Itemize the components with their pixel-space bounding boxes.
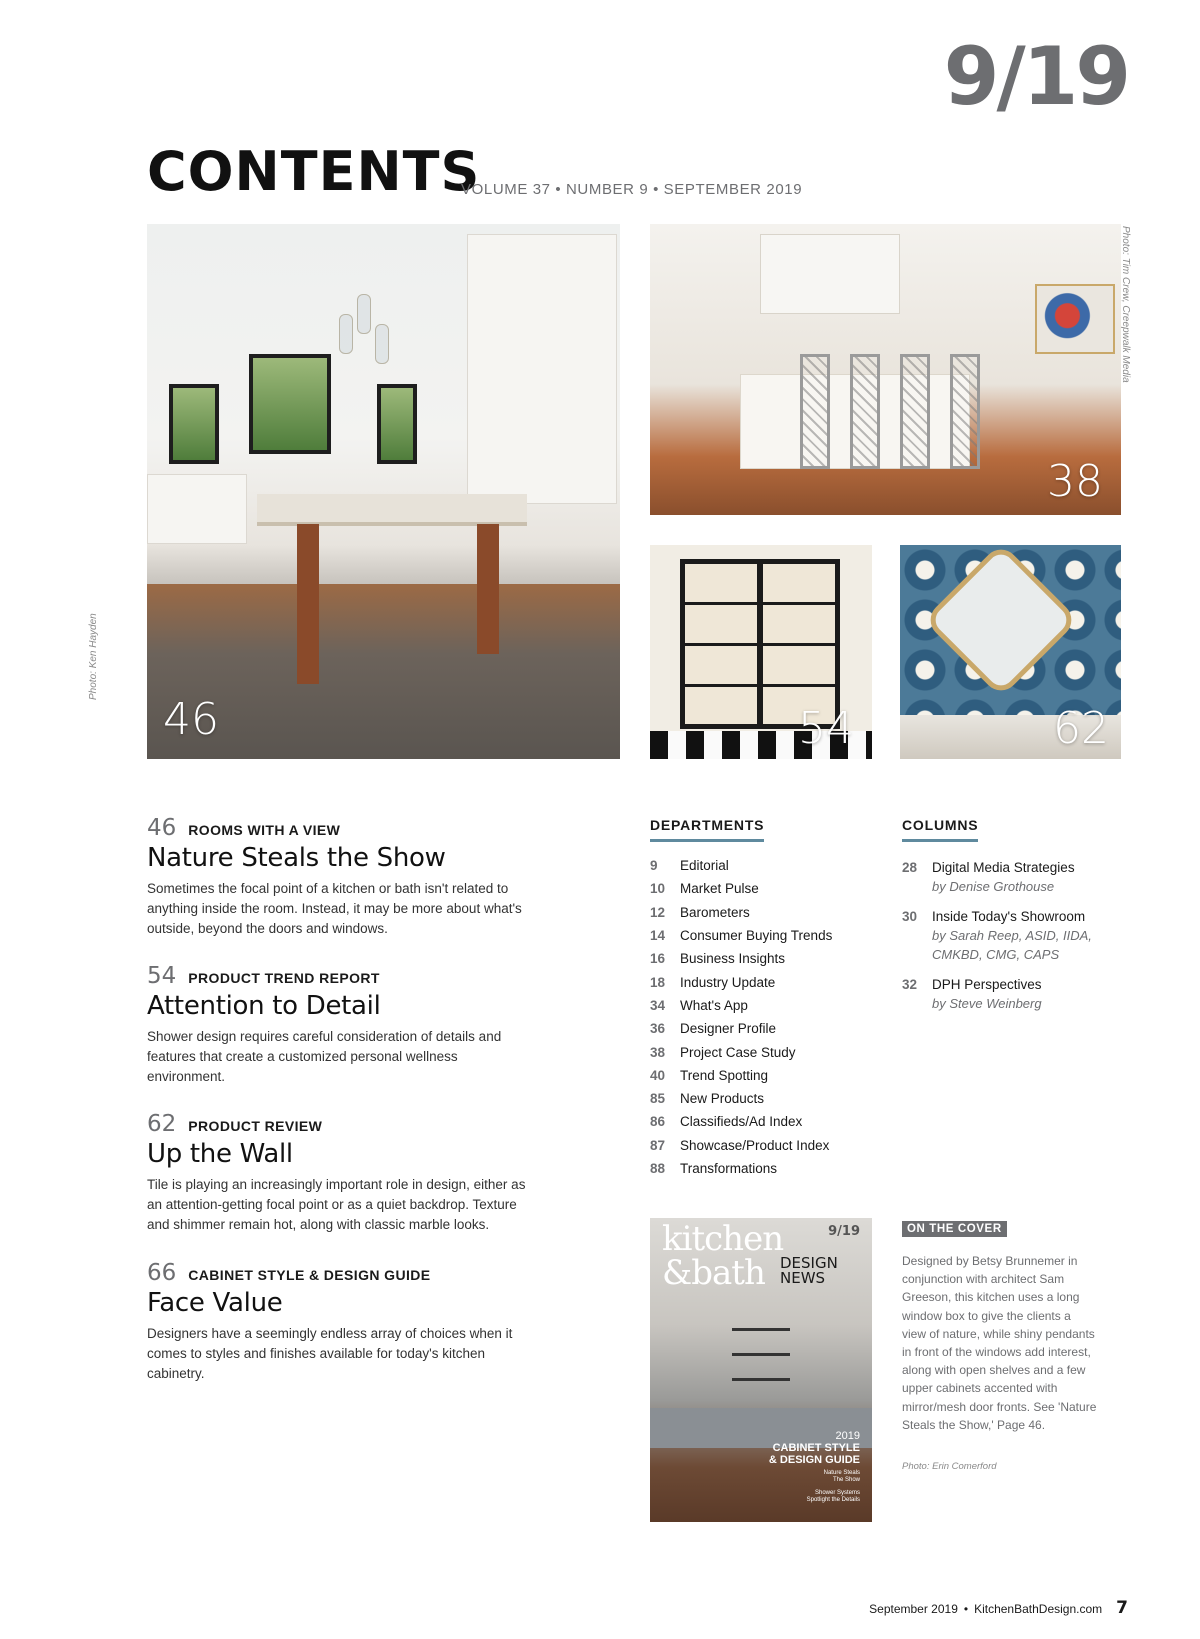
department-page: 16: [650, 951, 666, 967]
department-page: 38: [650, 1044, 666, 1060]
window: [249, 354, 331, 454]
department-title: New Products: [680, 1091, 765, 1107]
department-item[interactable]: [650, 970, 890, 993]
department-title: Industry Update: [680, 974, 776, 990]
cover-thumbnail[interactable]: [650, 1218, 872, 1522]
footer-site[interactable]: KitchenBathDesign.com: [974, 1602, 1103, 1616]
cover-teaser: [824, 1470, 860, 1484]
department-item[interactable]: [650, 854, 890, 877]
cover-masthead-side-1: DESIGN: [780, 1254, 838, 1272]
cover-masthead: [662, 1219, 784, 1293]
department-item[interactable]: [650, 877, 890, 900]
bar-stool: [900, 354, 930, 469]
feature-kicker: PRODUCT TREND REPORT: [188, 970, 380, 986]
department-title: Trend Spotting: [680, 1067, 769, 1083]
cover-guide-line: [769, 1430, 860, 1466]
feature-description: Designers have a seemingly endless array of choices when it comes to styles and finishes available for today's kitchen cabinetry.: [147, 1326, 513, 1381]
department-item[interactable]: [650, 1064, 890, 1087]
department-item[interactable]: [650, 1134, 890, 1157]
feature-title[interactable]: Face Value: [147, 1288, 283, 1318]
feature-kicker: ROOMS WITH A VIEW: [188, 822, 341, 838]
department-title: Consumer Buying Trends: [680, 928, 833, 944]
cover-masthead-top: kitchen: [662, 1219, 784, 1259]
table-leg: [477, 524, 499, 654]
feature-article[interactable]: [147, 1260, 537, 1384]
pendant-light: [375, 324, 389, 364]
departments-heading: DEPARTMENTS: [650, 817, 764, 842]
photo-tile-62[interactable]: [900, 545, 1121, 759]
department-page: 9: [650, 858, 658, 874]
department-item[interactable]: [650, 994, 890, 1017]
column-page: 30: [902, 909, 918, 924]
feature-kicker: PRODUCT REVIEW: [188, 1118, 323, 1134]
feature-page-number: 66: [147, 1260, 177, 1286]
feature-title[interactable]: Attention to Detail: [147, 991, 381, 1021]
department-item[interactable]: [650, 1157, 890, 1180]
department-item[interactable]: [650, 1110, 890, 1133]
cabinetry: [467, 234, 617, 504]
department-item[interactable]: [650, 901, 890, 924]
column-title: Inside Today's Showroom: [932, 909, 1086, 924]
window: [169, 384, 219, 464]
bar-stool: [950, 354, 980, 469]
photo-kitchen-38[interactable]: [650, 224, 1121, 515]
open-shelf: [732, 1328, 790, 1331]
page-title: CONTENTS: [147, 140, 481, 203]
cover-guide-line-2: & DESIGN GUIDE: [768, 1454, 860, 1466]
footer-date: September 2019: [869, 1602, 958, 1616]
department-title: Designer Profile: [680, 1021, 777, 1037]
column-author: by Sarah Reep, ASID, IIDA, CMKBD, CMG, CAPS: [932, 928, 1092, 962]
columns-heading: COLUMNS: [902, 817, 978, 842]
department-title: What's App: [680, 997, 748, 1013]
department-title: Showcase/Product Index: [680, 1137, 830, 1153]
page-footer: [869, 1598, 1128, 1618]
column-item[interactable]: [902, 907, 1132, 964]
column-author: by Denise Grothouse: [932, 879, 1055, 894]
feature-page-number: 54: [147, 963, 177, 989]
column-page: 28: [902, 860, 918, 875]
department-item[interactable]: [650, 924, 890, 947]
column-title: DPH Perspectives: [932, 977, 1042, 992]
department-page: 34: [650, 997, 666, 1013]
feature-page-number: 62: [147, 1111, 177, 1137]
page-number: 7: [1116, 1598, 1128, 1618]
range-hood: [760, 234, 900, 314]
mirror: [923, 545, 1079, 698]
department-title: Business Insights: [680, 951, 786, 967]
feature-description: Tile is playing an increasingly important role in design, either as an attention-getting focal point or as a quiet backdrop. Texture and shimmer remain hot, along with classic marble looks.: [147, 1177, 526, 1232]
photo-credit: Photo: Tim Crew, Creepwalk Media: [1120, 226, 1131, 383]
cover-guide-year: 2019: [835, 1430, 860, 1442]
departments-list: [650, 854, 890, 1180]
feature-title[interactable]: Nature Steals the Show: [147, 843, 446, 873]
photo-page-number: 46: [163, 694, 219, 745]
footer-separator: •: [963, 1602, 969, 1616]
feature-article[interactable]: [147, 815, 537, 939]
feature-article[interactable]: [147, 1111, 537, 1235]
department-page: 85: [650, 1091, 666, 1107]
issue-number: 9/19: [943, 30, 1128, 123]
feature-article[interactable]: [147, 963, 537, 1087]
open-shelf: [732, 1353, 790, 1356]
pendant-light: [357, 294, 371, 334]
photo-page-number: 38: [1047, 456, 1103, 507]
photo-shower-54[interactable]: [650, 545, 872, 759]
photo-kitchen-46[interactable]: [147, 224, 620, 759]
feature-title[interactable]: Up the Wall: [147, 1139, 293, 1169]
department-item[interactable]: [650, 947, 890, 970]
department-page: 87: [650, 1137, 666, 1153]
on-the-cover-tag: ON THE COVER: [902, 1221, 1007, 1237]
cabinetry: [147, 474, 247, 544]
cover-teaser-line: Spotlight the Details: [806, 1497, 860, 1503]
department-page: 40: [650, 1067, 666, 1083]
kitchen-table: [257, 494, 527, 526]
cover-teaser-line: The Show: [832, 1477, 860, 1483]
cover-issue: 9/19: [828, 1224, 860, 1239]
bar-stool: [850, 354, 880, 469]
department-page: 14: [650, 928, 666, 944]
columns-list: [902, 858, 1132, 1024]
cover-masthead-side: [780, 1256, 838, 1286]
photo-credit: Photo: Ken Hayden: [88, 613, 99, 700]
department-title: Project Case Study: [680, 1044, 796, 1060]
column-item[interactable]: [902, 858, 1132, 896]
wall-art: [1035, 284, 1115, 354]
department-page: 12: [650, 904, 666, 920]
cover-guide-line-1: CABINET STYLE: [772, 1442, 860, 1454]
column-item[interactable]: [902, 975, 1132, 1013]
cover-teaser-line: Shower Systems: [814, 1490, 860, 1496]
feature-description: Shower design requires careful consideration of details and features that create a customized personal wellness environment.: [147, 1029, 502, 1084]
column-author: by Steve Weinberg: [932, 996, 1042, 1011]
department-page: 10: [650, 881, 666, 897]
pendant-light: [339, 314, 353, 354]
department-item[interactable]: [650, 1017, 890, 1040]
cover-teaser-line: Nature Steals: [823, 1470, 860, 1476]
feature-kicker: CABINET STYLE & DESIGN GUIDE: [188, 1267, 431, 1283]
window: [377, 384, 417, 464]
photo-page-number: 62: [1053, 703, 1109, 754]
department-item[interactable]: [650, 1087, 890, 1110]
photo-page-number: 54: [798, 703, 854, 754]
department-page: 86: [650, 1114, 666, 1130]
cover-masthead-bottom: &bath: [662, 1253, 765, 1293]
cover-photo-credit: Photo: Erin Comerford: [902, 1461, 997, 1472]
feature-description: Sometimes the focal point of a kitchen or bath isn't related to anything inside the room. Instead, it may be more about what's outside, beyond the doors and windows.: [147, 881, 522, 936]
department-item[interactable]: [650, 1040, 890, 1063]
department-page: 88: [650, 1161, 666, 1176]
volume-line: VOLUME 37 • NUMBER 9 • SEPTEMBER 2019: [461, 181, 803, 198]
feature-page-number: 46: [147, 815, 177, 841]
column-title: Digital Media Strategies: [932, 860, 1075, 875]
department-title: Market Pulse: [680, 881, 759, 897]
department-title: Transformations: [680, 1161, 778, 1176]
cover-description: Designed by Betsy Brunnemer in conjunction with architect Sam Greeson, this kitchen uses a long window box to give the clients a view of nature, while shiny pendants in front of the windows add interest, along with open shelves and a few upper cabinets accented with mirror/mesh door fronts. See 'Nature Steals the Show,' Page 46.: [902, 1254, 1097, 1432]
department-title: Editorial: [680, 858, 729, 874]
department-title: Barometers: [680, 904, 750, 920]
department-title: Classifieds/Ad Index: [680, 1114, 803, 1130]
open-shelf: [732, 1378, 790, 1381]
cover-masthead-side-2: NEWS: [780, 1269, 826, 1287]
department-page: 18: [650, 974, 666, 990]
department-page: 36: [650, 1021, 666, 1037]
table-leg: [297, 524, 319, 684]
bar-stool: [800, 354, 830, 469]
column-page: 32: [902, 977, 918, 992]
cover-teaser: [807, 1490, 860, 1504]
